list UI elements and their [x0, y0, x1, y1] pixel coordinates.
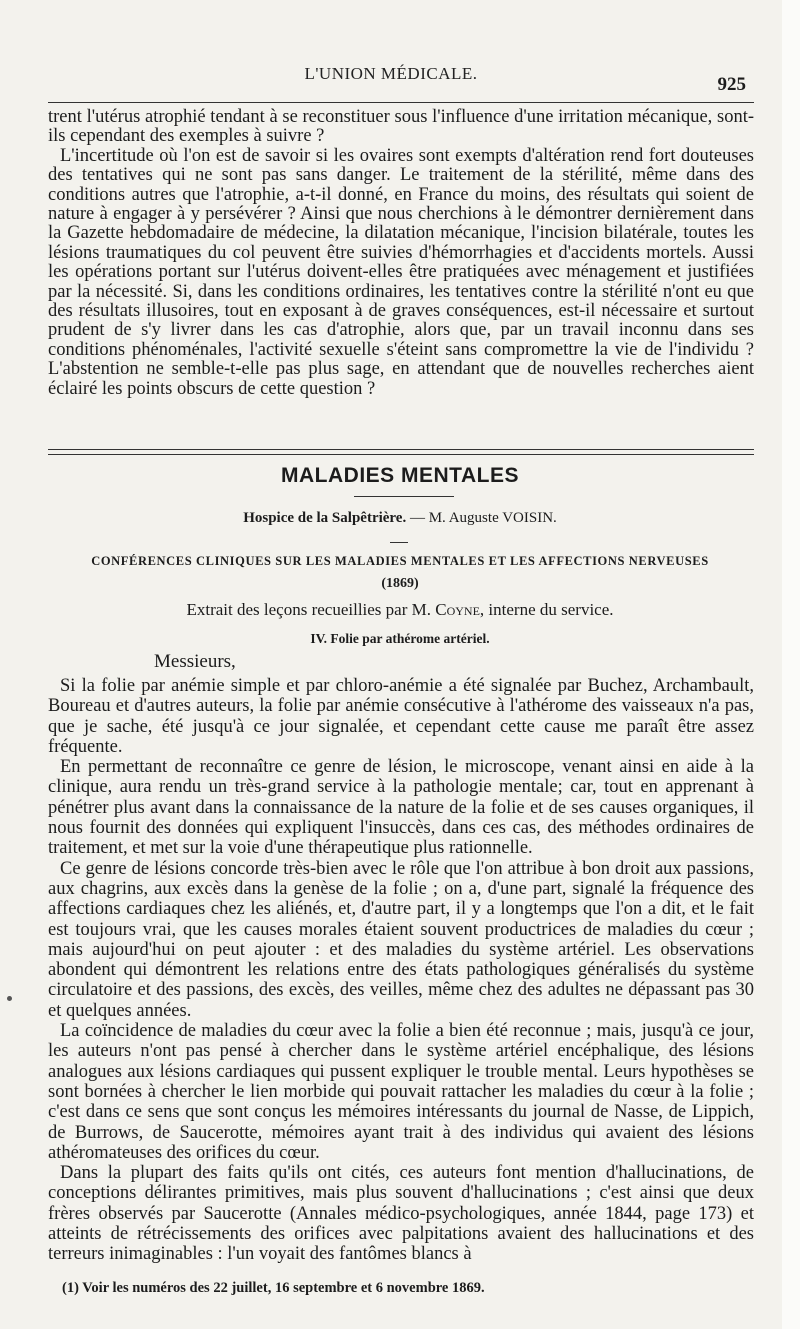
extrait-name: Coyne [435, 600, 480, 619]
paragraph: La coïncidence de maladies du cœur avec la folie a bien été reconnue ; mais, jusqu'à ce jour, les auteurs n'ont pas pensé à chercher dans le système artériel encéphalique, des lésions analogues aux lésions cardiaques qui pussent expliquer le trouble mental. Leurs hypothèses se sont bornées à chercher le lien morbide qui pouvait rattacher les maladies du cœur à la folie ; c'est dans ce sens que sont conçus les mémoires intéressants du journal de Nasse, de Lippich, de Burrows, de Saucerotte, mémoires ayant trait à des individus qui avaient des lésions athéromateuses des orifices du cœur. [48, 1021, 754, 1163]
paragraph: Si la folie par anémie simple et par chloro-anémie a été signalée par Buchez, Archambault, Boureau et d'autres auteurs, la folie par anémie consécutive à l'athérome des vaisseaux n'a pas, que je sache, été jusqu'à ce jour signalée, et cependant cette cause me paraît être assez fréquente. [48, 676, 754, 757]
subsection-title: IV. Folie par athérome artériel. [310, 631, 490, 646]
paragraph: trent l'utérus atrophié tendant à se reconstituer sous l'influence d'une irritation mécanique, sont-ils cependant des exemples à suivre ? [48, 107, 754, 147]
section-double-rule [48, 449, 754, 455]
extrait-suffix: , interne du service. [479, 600, 614, 619]
page-margin [782, 0, 800, 1329]
top-text-block [48, 108, 754, 399]
salutation: Messieurs, [154, 651, 236, 672]
paragraph: L'incertitude où l'on est de savoir si les ovaires sont exempts d'altération rend fort douteuses des tentatives qui ne sont pas sans danger. Le traitement de la stérilité, même dans des conditions autres que l'atrophie, a-t-il donné, en France du moins, des résultats qui soient de nature à engager à y persévérer ? Ainsi que nous cherchions à le démontrer dernièrement dans la Gazette hebdomadaire de médecine, la dilatation mécanique, l'incision bilatérale, toutes les lésions traumatiques du col peuvent être suivies d'hémorrhagies et d'accidents mortels. Aussi les opérations portant sur l'utérus doivent-elles être pratiquées avec ménagement et justifiées par la nécessité. Si, dans les conditions ordinaires, les tentatives contre la stérilité n'ont eu que des résultats illusoires, tout en exposant à de graves conséquences, est-il nécessaire et surtout prudent de s'y livrer dans les cas d'atrophie, alors que, par un travail inconnu dans ses conditions phénoménales, l'activité sexuelle s'éteint sans compromettre la vie de l'individu ? L'abstention ne semble-t-elle pas plus sage, en attendant que de nouvelles recherches aient éclairé les points obscurs de cette question ? [48, 145, 754, 399]
page-number: 925 [717, 74, 746, 95]
paragraph: Ce genre de lésions concorde très-bien avec le rôle que l'on attribue à bon droit aux passions, aux chagrins, aux excès dans la genèse de la folie ; on a, d'une part, signalé la fréquence des affections cardiaques chez les aliénés, et, d'autre part, il y a longtemps que l'on a dit, et le fait est toujours vrai, que les causes morales étaient souvent productrices de maladies du cœur ; mais aujourd'hui on peut ajouter : et des maladies du système artériel. Les observations abondent qui démontrent les relations entre des états pathologiques généralisés du système circulatoire et des passions, des excès, des veilles, même chez des adultes ne dépassant pas 30 et quelques années. [48, 858, 754, 1021]
conference-title: CONFÉRENCES CLINIQUES SUR LES MALADIES MENTALES ET LES AFFECTIONS NERVEUSES [91, 554, 709, 568]
short-divider [390, 542, 408, 543]
hospice-name: Hospice de la Salpêtrière. [243, 510, 407, 526]
author: — M. Auguste VOISIN. [409, 510, 557, 526]
section-title: MALADIES MENTALES [281, 464, 519, 487]
footnote: (1) Voir les numéros des 22 juillet, 16 septembre et 6 novembre 1869. [62, 1280, 485, 1296]
paragraph: En permettant de reconnaître ce genre de lésion, le microscope, venant ainsi en aide à la clinique, aura rendu un très-grand service à la pathologie mentale; car, tout en apprenant à pénétrer plus avant dans la connaissance de la nature de la folie et de ses causes organiques, il nous fournit des données qui expliquent l'insuccès, dans ces cas, des méthodes ordinaires de traitement, et met sur la voie d'une thérapeutique plus rationnelle. [48, 757, 754, 859]
hospice-line [0, 510, 800, 527]
running-header: L'UNION MÉDICALE. [304, 64, 478, 83]
paragraph: Dans la plupart des faits qu'ils ont cités, ces auteurs font mention d'hallucinations, de conceptions délirantes primitives, mais plus souvent d'hallucinations ; c'est ainsi que deux frères observés par Saucerotte (Annales médico-psychologiques, année 1844, page 173) et atteints de rétrécissements des orifices avec palpitations avaient des hallucinations et des terreurs inimaginables : l'un voyait des fantômes blancs à [48, 1163, 754, 1265]
extrait-line [0, 600, 800, 620]
section-underline [354, 496, 454, 497]
conference-year: (1869) [381, 576, 419, 591]
extrait-prefix: Extrait des leçons recueillies par M. [186, 600, 431, 619]
margin-mark [7, 996, 12, 1001]
header-rule [48, 102, 754, 103]
body-text-block [48, 676, 754, 1265]
